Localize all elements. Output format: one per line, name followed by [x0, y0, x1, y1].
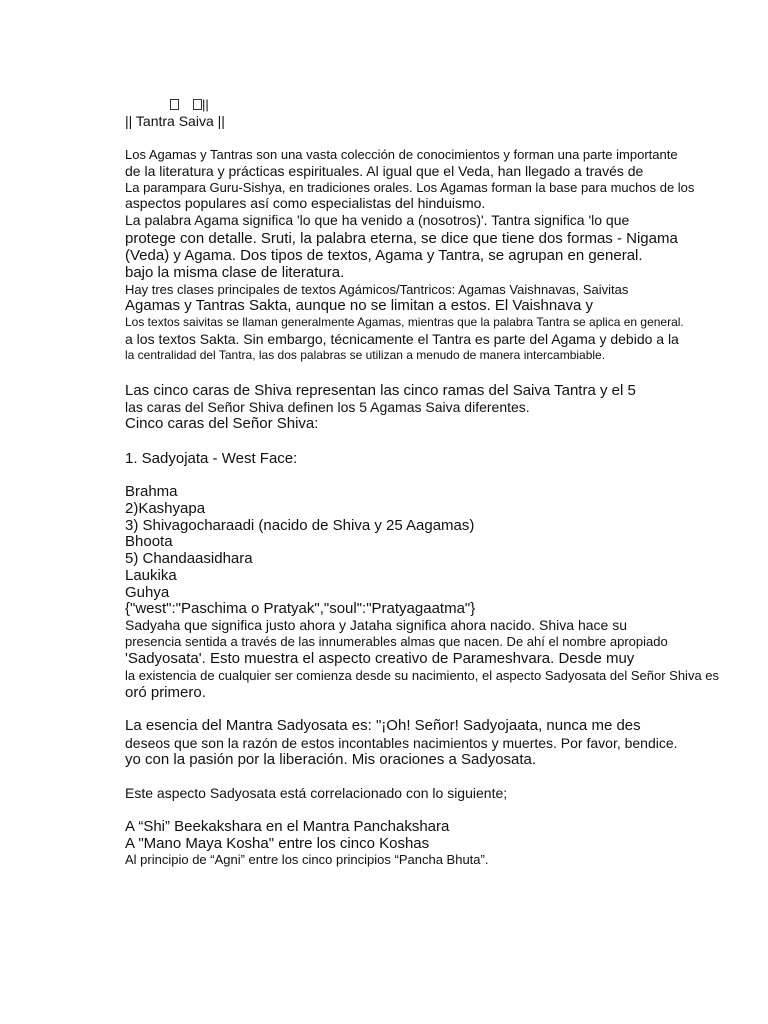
header-mark: [170, 97, 209, 112]
intro-line: La palabra Agama significa 'lo que ha venido a (nosotros)'. Tantra significa 'lo que: [125, 212, 630, 228]
section-heading: 1. Sadyojata - West Face:: [125, 450, 298, 467]
list-item: {"west":"Paschima o Pratyak","soul":"Pratyagaatma"}: [125, 600, 476, 617]
list-item: Guhya: [125, 584, 170, 601]
list-item: Bhoota: [125, 533, 173, 550]
missing-glyph-icon: [193, 99, 202, 110]
header-mark-text: ||: [202, 97, 209, 112]
sadyaha-line: 'Sadyosata'. Esto muestra el aspecto creativo de Parameshvara. Desde muy: [125, 650, 635, 667]
document-title: || Tantra Saiva ||: [125, 113, 225, 129]
mantra-line: deseos que son la razón de estos incontables nacimientos y muertes. Por favor, bendice.: [125, 735, 678, 751]
intro-line: (Veda) y Agama. Dos tipos de textos, Agama y Tantra, se agrupan en general.: [125, 247, 643, 264]
intro-line: bajo la misma clase de literatura.: [125, 264, 345, 281]
intro-line: aspectos populares así como especialistas del hinduismo.: [125, 195, 486, 211]
correlation-item: A “Shi” Beekakshara en el Mantra Panchakshara: [125, 818, 450, 835]
missing-glyph-icon: [170, 99, 179, 110]
intro-line: Los textos saivitas se llaman generalmente Agamas, mientras que la palabra Tantra se aplica en general.: [125, 315, 684, 329]
sadyaha-line: la existencia de cualquier ser comienza desde su nacimiento, el aspecto Sadyosata del Señor Shiva es: [125, 668, 720, 683]
sadyaha-line: Sadyaha que significa justo ahora y Jataha significa ahora nacido. Shiva hace su: [125, 617, 627, 633]
intro-line: Hay tres clases principales de textos Agámicos/Tantricos: Agamas Vaishnavas, Saivitas: [125, 282, 629, 297]
sadyaha-line: oró primero.: [125, 684, 206, 701]
mantra-line: La esencia del Mantra Sadyosata es: "¡Oh! Señor! Sadyojaata, nunca me des: [125, 717, 641, 734]
intro-line: La parampara Guru-Sishya, en tradiciones orales. Los Agamas forman la base para muchos de los: [125, 180, 695, 195]
sadyaha-line: presencia sentida a través de las innumerables almas que nacen. De ahí el nombre apropiado: [125, 634, 668, 649]
intro-line: de la literatura y prácticas espirituales. Al igual que el Veda, han llegado a través de: [125, 163, 644, 179]
list-item: Brahma: [125, 483, 178, 500]
list-item: Laukika: [125, 567, 177, 584]
five-faces-line: Cinco caras del Señor Shiva:: [125, 415, 319, 432]
correlation-item: A "Mano Maya Kosha" entre los cinco Koshas: [125, 835, 430, 852]
correlation-line: Este aspecto Sadyosata está correlacionado con lo siguiente;: [125, 785, 508, 801]
intro-line: Los Agamas y Tantras son una vasta colección de conocimientos y forman una parte importante: [125, 147, 678, 162]
list-item: 2)Kashyapa: [125, 500, 206, 517]
list-item: 3) Shivagocharaadi (nacido de Shiva y 25 Aagamas): [125, 517, 475, 534]
intro-line: protege con detalle. Sruti, la palabra eterna, se dice que tiene dos formas - Nigama: [125, 230, 678, 247]
intro-line: a los textos Sakta. Sin embargo, técnicamente el Tantra es parte del Agama y debido a la: [125, 331, 679, 347]
intro-line: Agamas y Tantras Sakta, aunque no se limitan a estos. El Vaishnava y: [125, 297, 594, 314]
list-item: 5) Chandaasidhara: [125, 550, 253, 567]
intro-line: la centralidad del Tantra, las dos palabras se utilizan a menudo de manera intercambiable.: [125, 348, 606, 362]
five-faces-line: Las cinco caras de Shiva representan las cinco ramas del Saiva Tantra y el 5: [125, 382, 636, 399]
correlation-item: Al principio de “Agni” entre los cinco principios “Pancha Bhuta”.: [125, 852, 489, 867]
five-faces-line: las caras del Señor Shiva definen los 5 Agamas Saiva diferentes.: [125, 399, 530, 415]
mantra-line: yo con la pasión por la liberación. Mis oraciones a Sadyosata.: [125, 751, 537, 768]
